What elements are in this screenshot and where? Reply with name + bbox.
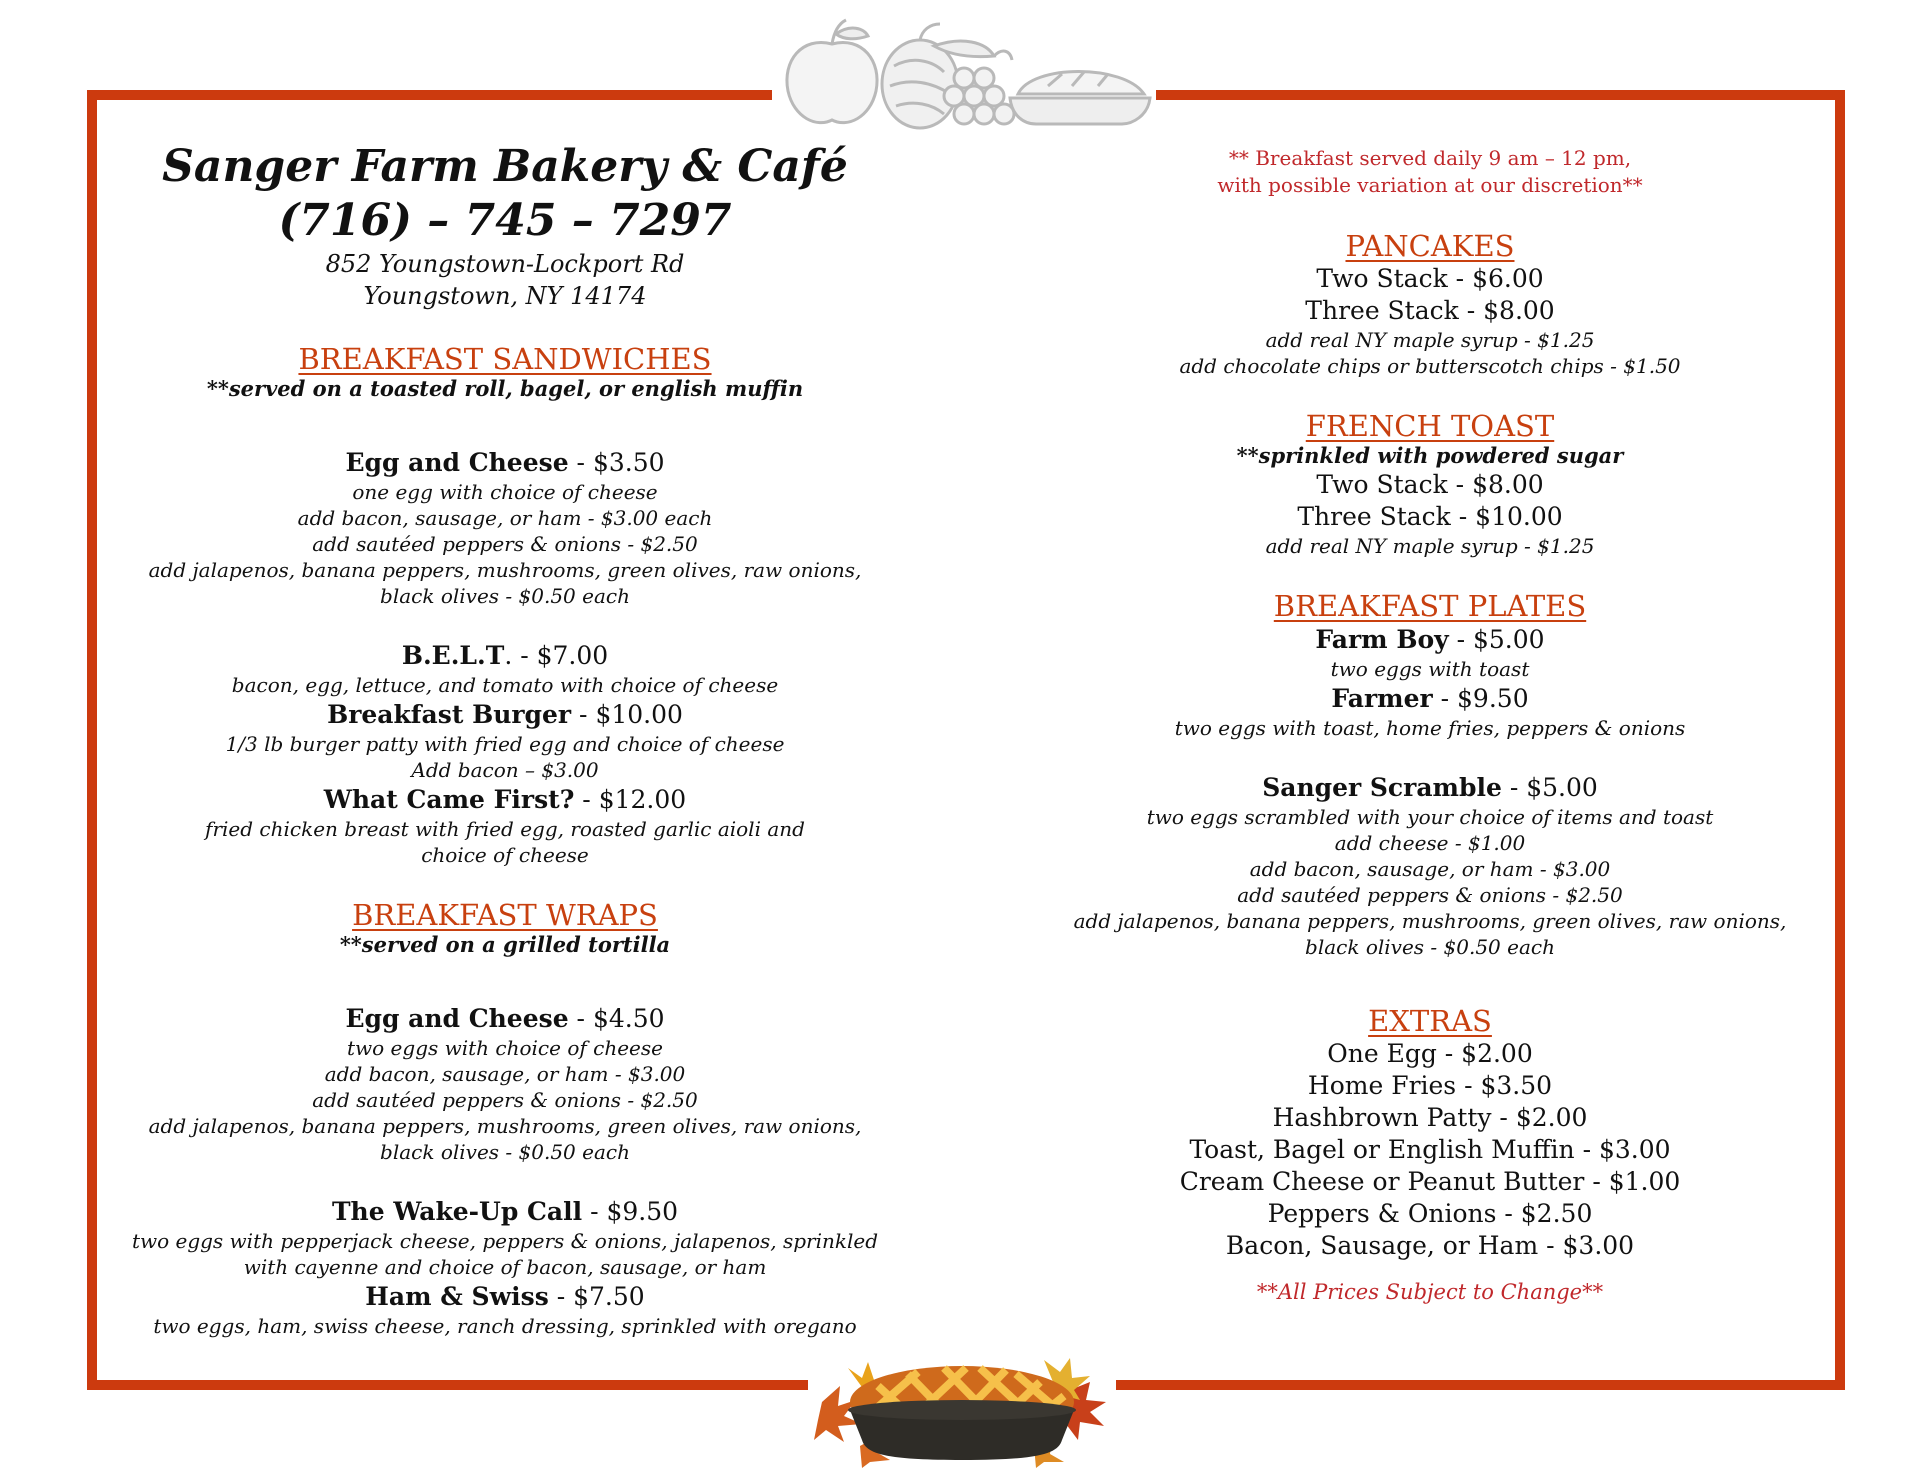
item-name: Egg and Cheese (345, 448, 569, 477)
item-addon: add cheese - $1.00 (1334, 831, 1526, 855)
menu-item-farm-boy (1045, 623, 1815, 656)
menu-item-sanger-scramble (1045, 771, 1815, 804)
breakfast-hours-notice: ** Breakfast served daily 9 am – 12 pm, (1228, 146, 1632, 170)
menu-item-pancakes-two-stack: Two Stack - $6.00 (1316, 264, 1544, 293)
extras-item: Home Fries - $3.50 (1307, 1071, 1553, 1100)
item-description: choice of cheese (421, 843, 589, 867)
right-column (1045, 145, 1815, 1306)
menu-item-french-toast-two-stack: Two Stack - $8.00 (1316, 470, 1544, 499)
item-description: 1/3 lb burger patty with fried egg and choice of cheese (225, 732, 785, 756)
item-description: two eggs scrambled with your choice of items and toast (1146, 805, 1714, 829)
menu-item-what-came-first (110, 783, 900, 816)
item-addon: add jalapenos, banana peppers, mushrooms, green olives, raw onions, (1073, 909, 1787, 933)
item-name: Egg and Cheese (345, 1004, 569, 1033)
fruit-and-pie-illustration-icon (772, 16, 1156, 138)
section-title-french-toast: FRENCH TOAST (1305, 409, 1555, 443)
item-description: two eggs, ham, swiss cheese, ranch dressing, sprinkled with oregano (153, 1314, 857, 1338)
item-price: - $4.50 (568, 1004, 665, 1033)
item-addon: add bacon, sausage, or ham - $3.00 each (297, 506, 713, 530)
menu-item-egg-and-cheese-sandwich (110, 446, 900, 479)
address-city: Youngstown, NY 14174 (363, 282, 647, 310)
item-name: Sanger Scramble (1262, 773, 1502, 802)
extras-item: Toast, Bagel or English Muffin - $3.00 (1189, 1135, 1671, 1164)
item-price: - $9.50 (582, 1197, 679, 1226)
item-description: two eggs with toast, home fries, peppers & onions (1174, 716, 1686, 740)
menu-item-ham-and-swiss (110, 1280, 900, 1313)
item-addon: add chocolate chips or butterscotch chips - $1.50 (1179, 354, 1681, 378)
section-title-breakfast-sandwiches: BREAKFAST SANDWICHES (298, 342, 712, 376)
item-addon: black olives - $0.50 each (380, 1140, 630, 1164)
item-addon: black olives - $0.50 each (1305, 935, 1555, 959)
menu-item-pancakes-three-stack: Three Stack - $8.00 (1305, 296, 1555, 325)
item-description: two eggs with pepperjack cheese, peppers & onions, jalapenos, sprinkled (131, 1229, 879, 1253)
price-change-notice: **All Prices Subject to Change** (1256, 1280, 1604, 1304)
item-name: Farm Boy (1315, 625, 1449, 654)
item-price: - $12.00 (574, 785, 687, 814)
extras-item: Hashbrown Patty - $2.00 (1272, 1103, 1588, 1132)
extras-item: Bacon, Sausage, or Ham - $3.00 (1225, 1231, 1635, 1260)
section-title-extras: EXTRAS (1368, 1004, 1492, 1038)
section-note: **served on a grilled tortilla (339, 932, 671, 957)
menu-item-belt (110, 639, 900, 672)
section-note: **sprinkled with powdered sugar (1236, 443, 1624, 468)
item-addon: black olives - $0.50 each (380, 584, 630, 608)
item-name: The Wake-Up Call (331, 1197, 583, 1226)
bakery-name: Sanger Farm Bakery & Café (162, 141, 848, 192)
item-addon: add sautéed peppers & onions - $2.50 (312, 1088, 698, 1112)
extras-item: One Egg - $2.00 (1327, 1039, 1533, 1068)
item-description: two eggs with choice of cheese (347, 1036, 663, 1060)
item-description: two eggs with toast (1330, 657, 1530, 681)
item-description: one egg with choice of cheese (352, 480, 658, 504)
item-price: - $9.50 (1432, 684, 1529, 713)
item-addon: add jalapenos, banana peppers, mushrooms, green olives, raw onions, (148, 1114, 862, 1138)
item-price: - $5.00 (1501, 773, 1598, 802)
item-price: - $5.00 (1448, 625, 1545, 654)
item-addon: add jalapenos, banana peppers, mushrooms, green olives, raw onions, (148, 558, 862, 582)
menu-item-breakfast-burger (110, 698, 900, 731)
item-name: B.E.L.T (401, 641, 505, 670)
menu-item-french-toast-three-stack: Three Stack - $10.00 (1297, 502, 1563, 531)
extras-item: Peppers & Onions - $2.50 (1267, 1199, 1593, 1228)
menu-item-wake-up-call (110, 1195, 900, 1228)
section-note: **served on a toasted roll, bagel, or english muffin (206, 376, 804, 401)
item-description: bacon, egg, lettuce, and tomato with choice of cheese (231, 673, 779, 697)
item-addon: add real NY maple syrup - $1.25 (1265, 328, 1595, 352)
section-title-breakfast-plates: BREAKFAST PLATES (1273, 589, 1587, 623)
item-addon: Add bacon – $3.00 (411, 758, 599, 782)
section-title-breakfast-wraps: BREAKFAST WRAPS (352, 898, 658, 932)
item-price: - $7.50 (548, 1282, 645, 1311)
lattice-pie-with-leaves-icon (808, 1350, 1116, 1468)
item-price: . - $7.00 (504, 641, 609, 670)
item-name: Farmer (1331, 684, 1433, 713)
breakfast-hours-notice-cont: with possible variation at our discretion** (1217, 173, 1643, 197)
phone-number: (716) – 745 – 7297 (278, 195, 732, 246)
item-addon: add bacon, sausage, or ham - $3.00 (1249, 857, 1611, 881)
left-column (110, 140, 900, 1339)
item-addon: add bacon, sausage, or ham - $3.00 (324, 1062, 686, 1086)
section-title-pancakes: PANCAKES (1345, 229, 1515, 263)
item-description: with cayenne and choice of bacon, sausage, or ham (243, 1255, 767, 1279)
item-name: Breakfast Burger (327, 700, 572, 729)
item-addon: add sautéed peppers & onions - $2.50 (312, 532, 698, 556)
address-street: 852 Youngstown-Lockport Rd (325, 250, 685, 278)
item-addon: add sautéed peppers & onions - $2.50 (1237, 883, 1623, 907)
menu-item-farmer (1045, 682, 1815, 715)
item-name: Ham & Swiss (365, 1282, 549, 1311)
item-name: What Came First? (323, 785, 575, 814)
extras-item: Cream Cheese or Peanut Butter - $1.00 (1179, 1167, 1681, 1196)
item-description: fried chicken breast with fried egg, roasted garlic aioli and (205, 817, 805, 841)
item-price: - $10.00 (571, 700, 683, 729)
item-price: - $3.50 (568, 448, 665, 477)
menu-item-egg-and-cheese-wrap (110, 1002, 900, 1035)
item-addon: add real NY maple syrup - $1.25 (1265, 534, 1595, 558)
